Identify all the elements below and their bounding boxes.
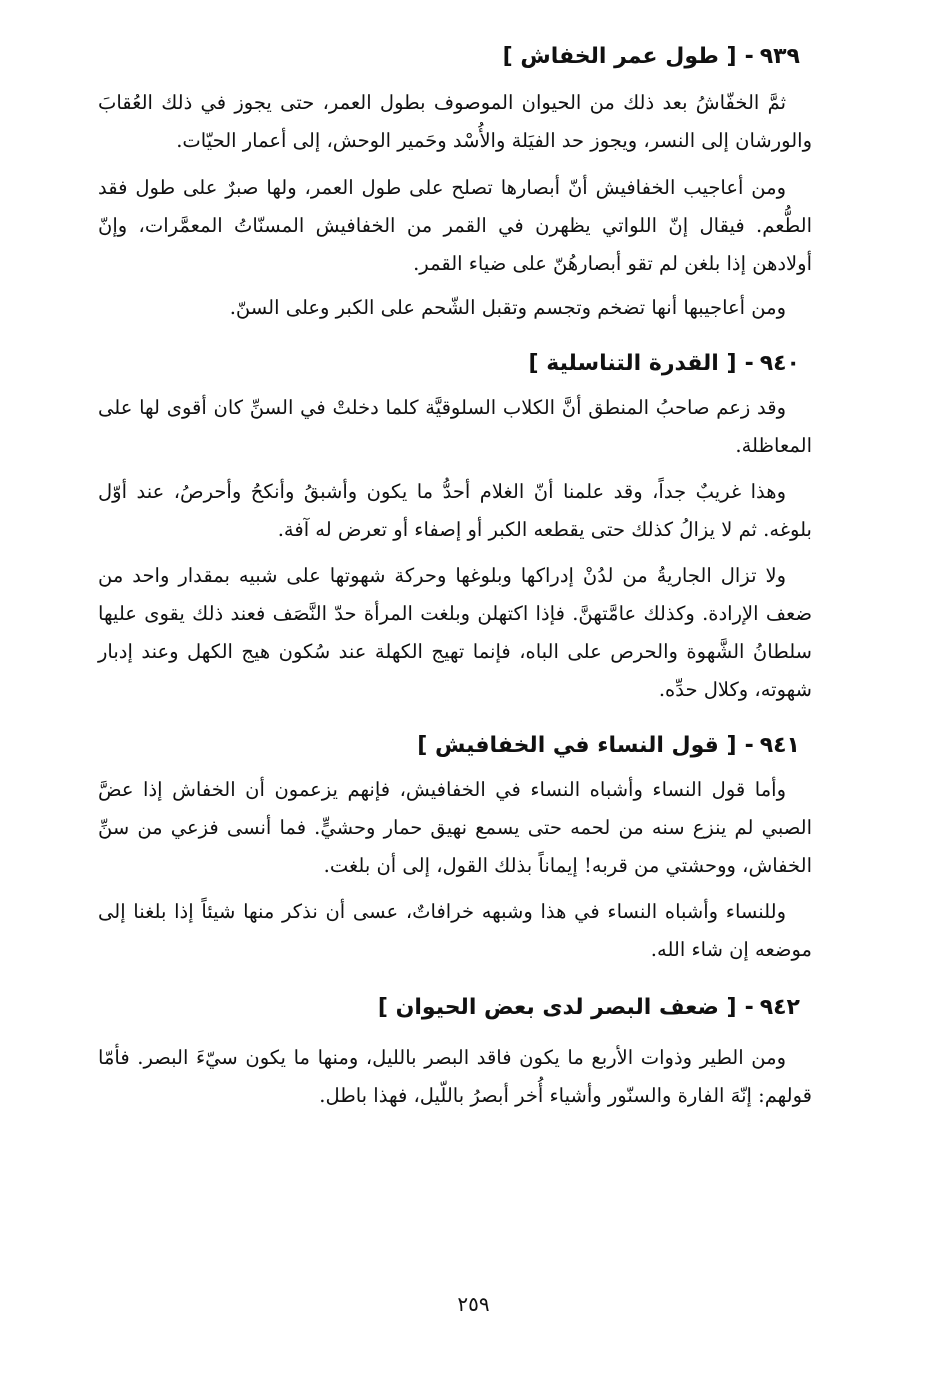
paragraph: ولا تزال الجاريةُ من لدُنْ إدراكها وبلوغها وحركة شهوتها على شبيه بمقدار واحد من ضعف الإرادة. وكذلك عامَّتهنَّ. فإذا اكتهلن وبلغت المرأة حدّ النَّصَف فعند ذلك يقوى عليها سلطانُ الشَّهوة والحرص على الباه، فإنما تهيج الكهلة عند سُكون هيج الكهل وعند إدبار شهوته، وكلال حدِّه. (98, 564, 812, 701)
section-number: ٩٤٠ (759, 351, 800, 376)
section-dash: - (744, 44, 754, 69)
section-number: ٩٣٩ (759, 44, 800, 69)
paragraph: ومن أعاجيبها أنها تضخم وتجسم وتقبل الشّحم على الكبر وعلى السنّ. (229, 296, 786, 319)
section-heading (98, 991, 812, 1025)
section-939 (98, 40, 812, 327)
section-dash: - (744, 995, 754, 1020)
page-number: ٢٥٩ (457, 1292, 490, 1316)
section-title: [ ضعف البصر لدى بعض الحيوان ] (377, 995, 737, 1020)
paragraph: وللنساء وأشباه النساء في هذا وشبهه خرافاتٌ، عسى أن نذكر منها شيئاً إذا بلغنا إلى موضعه إن شاء الله. (98, 900, 812, 961)
section-heading (98, 729, 812, 763)
section-title: [ قول النساء في الخفافيش ] (417, 733, 737, 758)
paragraph: ومن أعاجيب الخفافيش أنّ أبصارها تصلح على طول العمر، ولها صبرٌ على طول فقد الطُّعم. فيقال إنّ اللواتي يظهرن في القمر من الخفافيش المسنّاتُ المعمَّرات، وإنّ أولادهن إذا بلغن لم تقو أبصارهُنّ على ضياء القمر. (98, 176, 812, 275)
paragraph: وهذا غريبٌ جداً، وقد علمنا أنّ الغلام أحدُّ ما يكون وأشبقُ وأنكحُ وأحرصُ، عند أوّل بلوغه. ثم لا يزالُ كذلك حتى يقطعه الكبر أو إصفاء أو تعرض له آفة. (98, 480, 812, 541)
section-title: [ القدرة التناسلية ] (528, 351, 737, 376)
section-heading (98, 347, 812, 381)
section-heading (98, 40, 812, 74)
section-940 (98, 347, 812, 709)
section-number: ٩٤١ (759, 733, 800, 758)
paragraph: ومن الطير وذوات الأربع ما يكون فاقد البصر بالليل، ومنها ما يكون سيّءَ البصر. فأمّا قولهم: إنّهَ الفارة والسنّور وأشياء أُخر أبصرُ باللّيل، فهذا باطل. (98, 1046, 812, 1107)
paragraph: ثمَّ الخفّاشُ بعد ذلك من الحيوان الموصوف بطول العمر، حتى يجوز في ذلك العُقابَ والورشان إلى النسر، ويجوز حد الفيَلة والأُسْد وحَمير الوحش، إلى أعمار الحيّات. (98, 91, 812, 152)
section-942 (98, 991, 812, 1115)
section-number: ٩٤٢ (759, 995, 800, 1020)
paragraph: وأما قول النساء وأشباه النساء في الخفافيش، فإنهم يزعمون أن الخفاش إذا عضَّ الصبي لم ينزع سنه من لحمه حتى يسمع نهيق حمار وحشيٍّ. فما أنسى فزعي من سنِّ الخفاش، ووحشتي من قربه! إيماناً بذلك القول، إلى أن بلغت. (98, 778, 812, 877)
page-body (98, 40, 812, 1340)
paragraph: وقد زعم صاحبُ المنطق أنَّ الكلاب السلوقيَّة كلما دخلتْ في السنِّ كان أقوى لها على المعاظلة. (98, 396, 812, 457)
section-title: [ طول عمر الخفاش ] (502, 44, 737, 69)
section-dash: - (744, 733, 754, 758)
section-941 (98, 729, 812, 969)
section-dash: - (744, 351, 754, 376)
